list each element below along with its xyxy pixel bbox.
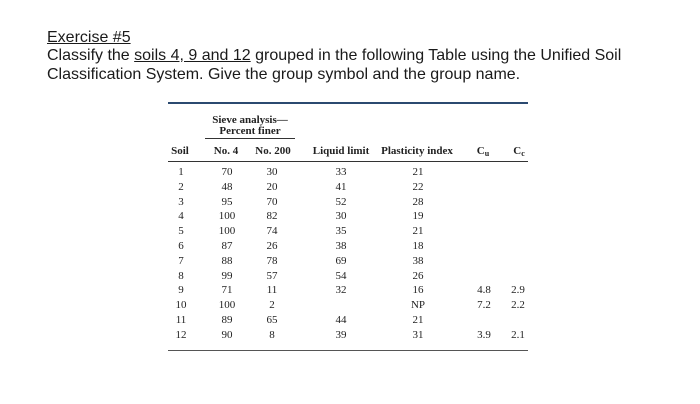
cell-soil: 10 <box>175 299 187 312</box>
cell-pi: 21 <box>412 314 424 326</box>
cell-no4: 87 <box>221 240 233 252</box>
cell-pi: 26 <box>412 269 424 282</box>
cell-cc: 2.2 <box>511 299 525 312</box>
cell-ll: 38 <box>335 240 347 252</box>
cell-pi: NP <box>410 299 426 312</box>
cell-no4: 100 <box>218 225 236 238</box>
cell-ll: 54 <box>335 269 347 282</box>
sieve-analysis-header: Sieve analysis— <box>212 114 288 126</box>
cell-no200: 30 <box>266 166 278 178</box>
cell-no4: 88 <box>221 254 233 267</box>
cell-ll: 41 <box>335 180 347 193</box>
cell-pi: 21 <box>412 225 424 238</box>
cell-no4: 99 <box>221 269 233 282</box>
cell-cu: 4.8 <box>477 284 491 297</box>
cell-ll: 33 <box>335 166 347 178</box>
cell-pi: 38 <box>412 254 424 267</box>
cell-no4: 90 <box>221 328 233 341</box>
cell-no4: 100 <box>218 210 236 223</box>
col-header-cc-base: C <box>513 145 522 157</box>
instructions-line1-post: grouped in the following Table using the Unified Soil <box>250 47 622 64</box>
cell-soil: 3 <box>178 195 184 208</box>
cell-no200: 2 <box>269 299 275 312</box>
cell-soil: 7 <box>178 254 184 267</box>
cell-soil: 5 <box>178 225 184 238</box>
cell-pi: 22 <box>412 180 424 193</box>
col-header-plasticity-index: Plasticity index <box>381 145 453 157</box>
cell-cu: 3.9 <box>477 328 491 341</box>
cell-soil: 6 <box>178 240 184 252</box>
table-top-rule <box>168 102 528 104</box>
cell-no4: 89 <box>221 314 233 326</box>
cell-soil: 2 <box>178 180 184 193</box>
sieve-header-rule <box>205 138 295 139</box>
col-header-cu <box>477 145 489 158</box>
cell-no200: 70 <box>266 195 278 208</box>
cell-pi: 19 <box>412 210 424 223</box>
exercise-title: Exercise #5 <box>47 29 131 46</box>
cell-no200: 8 <box>269 328 275 341</box>
cell-pi: 21 <box>412 166 424 178</box>
cell-cu: 7.2 <box>477 299 491 312</box>
instructions-line2: Classification System. Give the group symbol and the group name. <box>47 66 521 83</box>
table-header-rule <box>168 161 528 162</box>
col-header-cu-base: C <box>476 145 485 157</box>
cell-soil: 12 <box>175 328 187 341</box>
cell-no4: 95 <box>221 195 233 208</box>
cell-no200: 11 <box>266 284 278 297</box>
cell-no200: 82 <box>266 210 278 223</box>
cell-no200: 26 <box>266 240 278 252</box>
cell-ll: 69 <box>335 254 347 267</box>
cell-no4: 48 <box>221 180 233 193</box>
cell-soil: 8 <box>178 269 184 282</box>
cell-soil: 1 <box>178 166 184 178</box>
instructions-soils-link: soils 4, 9 and 12 <box>134 47 251 64</box>
cell-cc: 2.9 <box>511 284 525 297</box>
instructions-line1-pre: Classify the <box>47 47 135 64</box>
cell-no200: 74 <box>266 225 278 238</box>
col-header-cu-sub: u <box>484 149 490 158</box>
cell-pi: 16 <box>412 284 424 297</box>
col-header-no200: No. 200 <box>255 145 291 157</box>
cell-no4: 71 <box>221 284 233 297</box>
col-header-cc-sub: c <box>521 149 525 158</box>
cell-ll: 30 <box>335 210 347 223</box>
table-bottom-rule <box>168 350 528 351</box>
cell-no200: 57 <box>266 269 278 282</box>
cell-no200: 78 <box>266 254 278 267</box>
cell-cc: 2.1 <box>511 328 525 341</box>
cell-no200: 65 <box>266 314 278 326</box>
cell-ll: 52 <box>335 195 347 208</box>
col-header-soil: Soil <box>171 145 189 157</box>
col-header-no4: No. 4 <box>213 145 239 157</box>
cell-ll: 44 <box>335 314 347 326</box>
cell-pi: 31 <box>412 328 424 341</box>
cell-ll: 32 <box>335 284 347 297</box>
col-header-liquid-limit: Liquid limit <box>312 145 370 157</box>
cell-ll: 39 <box>335 328 347 341</box>
cell-no200: 20 <box>266 180 278 193</box>
cell-soil: 4 <box>178 210 184 223</box>
cell-no4: 100 <box>218 299 236 312</box>
cell-pi: 18 <box>412 240 424 252</box>
cell-pi: 28 <box>412 195 424 208</box>
cell-no4: 70 <box>221 166 233 178</box>
percent-finer-header: Percent finer <box>219 125 281 137</box>
cell-soil: 9 <box>178 284 184 297</box>
col-header-cc <box>513 145 525 158</box>
cell-soil: 11 <box>175 314 187 326</box>
cell-ll: 35 <box>335 225 347 238</box>
